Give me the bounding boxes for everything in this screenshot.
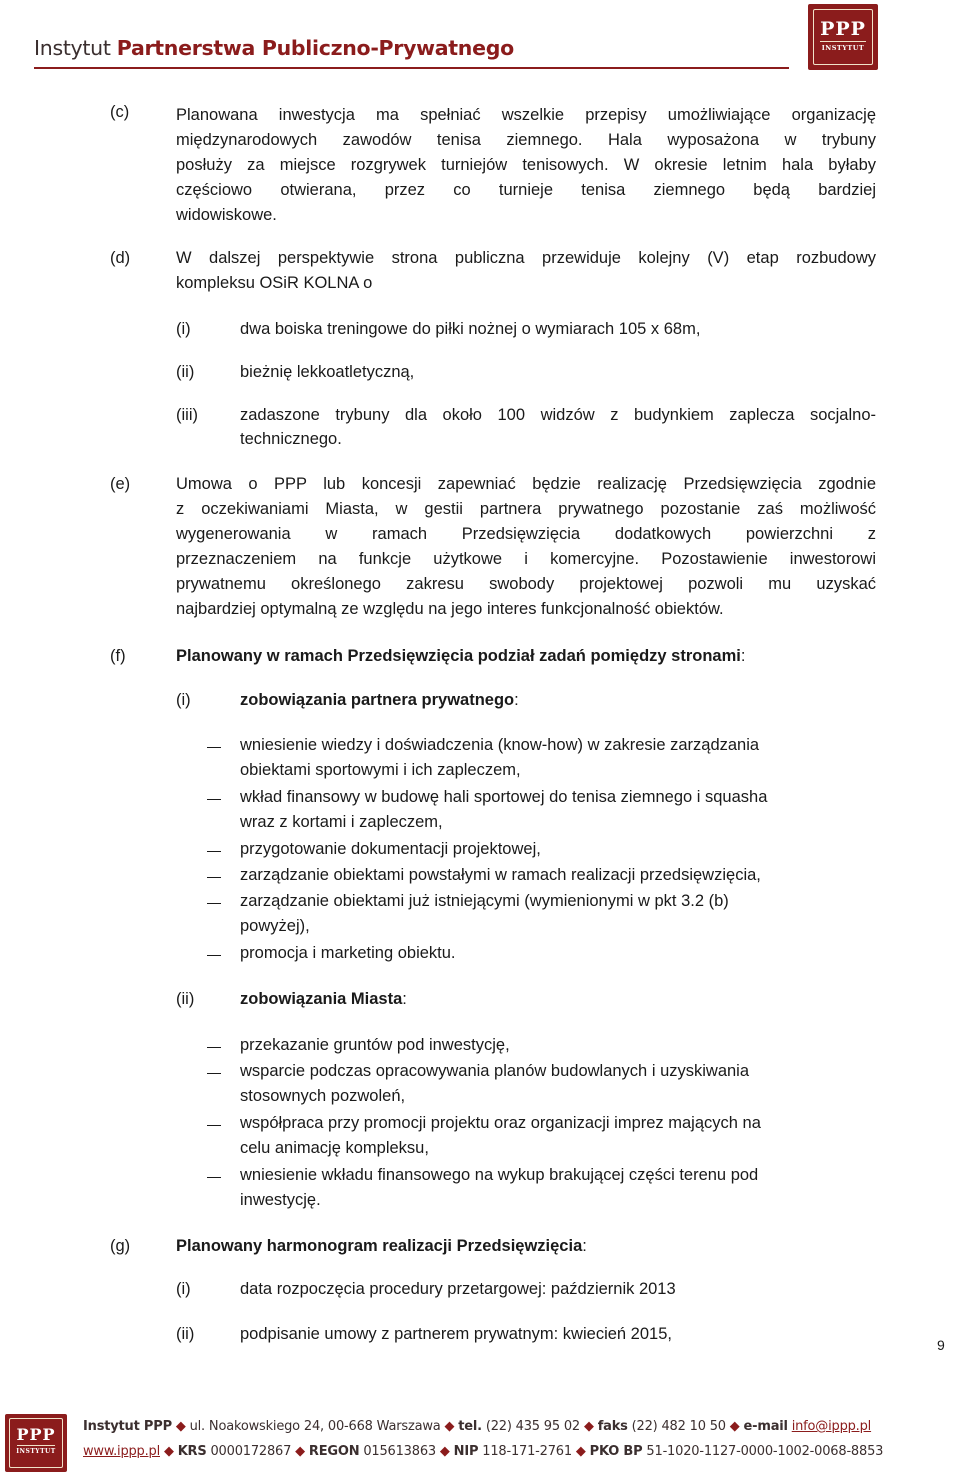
item-d-line: W dalszej perspektywie strona publiczna przewiduje kolejny (V) etap rozbudowy bbox=[176, 249, 876, 267]
page-number: 9 bbox=[937, 1337, 945, 1353]
item-e-line: przeznaczeniem na funkcje użytkowe i komercyjne. Pozostawienie inwestorowi bbox=[176, 550, 876, 568]
item-g-heading: Planowany harmonogram realizacji Przedsięwzięcia: bbox=[176, 1237, 587, 1255]
separator-icon: ◆ bbox=[295, 1444, 305, 1459]
separator-icon: ◆ bbox=[163, 1444, 174, 1459]
list-item-cont: celu animację kompleksu, bbox=[240, 1139, 429, 1157]
footer-line-2: www.ippp.pl ◆ KRS 0000172867 ◆ REGON 015613863 ◆ NIP 118-171-2761 ◆ PKO BP 51-1020-1127-0000-1002-0068-8853 bbox=[83, 1444, 884, 1459]
separator-icon: ◆ bbox=[575, 1444, 586, 1459]
list-item: zarządzanie obiektami już istniejącymi (wymienionymi w pkt 3.2 (b) bbox=[240, 892, 729, 910]
list-item: zadaszone trybuny dla około 100 widzów z budynkiem zaplecza socjalno- bbox=[240, 406, 876, 424]
list-item: przygotowanie dokumentacji projektowej, bbox=[240, 840, 541, 858]
list-item: bieżnię lekkoatletyczną, bbox=[240, 363, 415, 381]
list-item-cont: inwestycję. bbox=[240, 1191, 321, 1209]
list-item-cont: powyżej), bbox=[240, 917, 310, 935]
item-f-heading: Planowany w ramach Przedsięwzięcia podział zadań pomiędzy stronami: bbox=[176, 647, 746, 665]
separator-icon: ◆ bbox=[583, 1419, 594, 1434]
sublabel: (ii) bbox=[176, 363, 195, 381]
header-divider bbox=[34, 67, 789, 69]
item-e-line: Umowa o PPP lub koncesji zapewniać będzie realizację Przedsięwzięcia zgodnie bbox=[176, 475, 876, 493]
separator-icon: ◆ bbox=[175, 1419, 186, 1434]
header-title: Instytut Partnerstwa Publiczno-Prywatnego bbox=[34, 36, 514, 60]
bullet-dash bbox=[207, 1073, 221, 1074]
sublabel: (i) bbox=[176, 691, 191, 709]
list-item-cont: technicznego. bbox=[240, 430, 342, 448]
footer-line-1: Instytut PPP ◆ ul. Noakowskiego 24, 00-668 Warszawa ◆ tel. (22) 435 95 02 ◆ faks (22) 482 10 50 ◆ e-mail info@ippp.pl bbox=[83, 1419, 872, 1434]
bullet-dash bbox=[207, 903, 221, 904]
list-item: współpraca przy promocji projektu oraz organizacji imprez mających na bbox=[240, 1114, 761, 1132]
list-item: wniesienie wkładu finansowego na wykup brakującej części terenu pod bbox=[240, 1166, 759, 1184]
item-label-g: (g) bbox=[110, 1237, 131, 1255]
item-label-c: (c) bbox=[110, 103, 130, 121]
list-item: promocja i marketing obiektu. bbox=[240, 944, 456, 962]
item-e-line: z oczekiwaniami Miasta, w gestii partnera prywatnego pozostanie zaś możliwość bbox=[176, 500, 876, 518]
item-label-f: (f) bbox=[110, 647, 126, 665]
bullet-dash bbox=[207, 1125, 221, 1126]
bullet-dash bbox=[207, 747, 221, 748]
subheading: zobowiązania partnera prywatnego: bbox=[240, 691, 519, 709]
separator-icon: ◆ bbox=[444, 1419, 455, 1434]
list-item: zarządzanie obiektami powstałymi w ramach realizacji przedsięwzięcia, bbox=[240, 866, 761, 884]
item-e-line: prywatnemu określonego zakresu swobody projektowej pozwoli mu uzyskać bbox=[176, 575, 876, 593]
item-e-line: najbardziej optymalną ze względu na jego interes funkcjonalność obiektów. bbox=[176, 600, 724, 618]
sublabel: (ii) bbox=[176, 1325, 195, 1343]
sublabel: (iii) bbox=[176, 406, 198, 424]
bullet-dash bbox=[207, 955, 221, 956]
list-item-cont: stosownych pozwoleń, bbox=[240, 1087, 406, 1105]
item-e-line: wygenerowania w ramach Przedsięwzięcia dodatkowych powierzchni z bbox=[176, 525, 876, 543]
list-item: wsparcie podczas opracowywania planów budowlanych i uzyskiwania bbox=[240, 1062, 750, 1080]
bullet-dash bbox=[207, 851, 221, 852]
item-label-e: (e) bbox=[110, 475, 131, 493]
list-item: przekazanie gruntów pod inwestycję, bbox=[240, 1036, 510, 1054]
ppp-logo: PPP INSTYTUT bbox=[808, 4, 878, 70]
bullet-dash bbox=[207, 1047, 221, 1048]
bullet-dash bbox=[207, 877, 221, 878]
separator-icon: ◆ bbox=[729, 1419, 740, 1434]
separator-icon: ◆ bbox=[439, 1444, 450, 1459]
list-item: dwa boiska treningowe do piłki nożnej o wymiarach 105 x 68m, bbox=[240, 320, 701, 338]
list-item-cont: obiektami sportowymi i ich zapleczem, bbox=[240, 761, 521, 779]
item-label-d: (d) bbox=[110, 249, 131, 267]
list-item: podpisanie umowy z partnerem prywatnym: kwiecień 2015, bbox=[240, 1325, 672, 1343]
list-item: data rozpoczęcia procedury przetargowej: październik 2013 bbox=[240, 1280, 676, 1298]
subheading: zobowiązania Miasta: bbox=[240, 990, 407, 1008]
list-item-cont: wraz z kortami i zapleczem, bbox=[240, 813, 443, 831]
sublabel: (ii) bbox=[176, 990, 195, 1008]
email-link[interactable]: info@ippp.pl bbox=[791, 1419, 872, 1434]
sublabel: (i) bbox=[176, 320, 191, 338]
sublabel: (i) bbox=[176, 1280, 191, 1298]
item-d-line: kompleksu OSiR KOLNA o bbox=[176, 274, 373, 292]
page-header bbox=[0, 0, 960, 80]
list-item: wkład finansowy w budowę hali sportowej do tenisa ziemnego i squasha bbox=[240, 788, 768, 806]
list-item: wniesienie wiedzy i doświadczenia (know-how) w zakresie zarządzania bbox=[240, 736, 760, 754]
bullet-dash bbox=[207, 799, 221, 800]
ppp-logo-footer: PPP INSTYTUT bbox=[5, 1414, 67, 1472]
website-link[interactable]: www.ippp.pl bbox=[83, 1444, 160, 1459]
bullet-dash bbox=[207, 1177, 221, 1178]
